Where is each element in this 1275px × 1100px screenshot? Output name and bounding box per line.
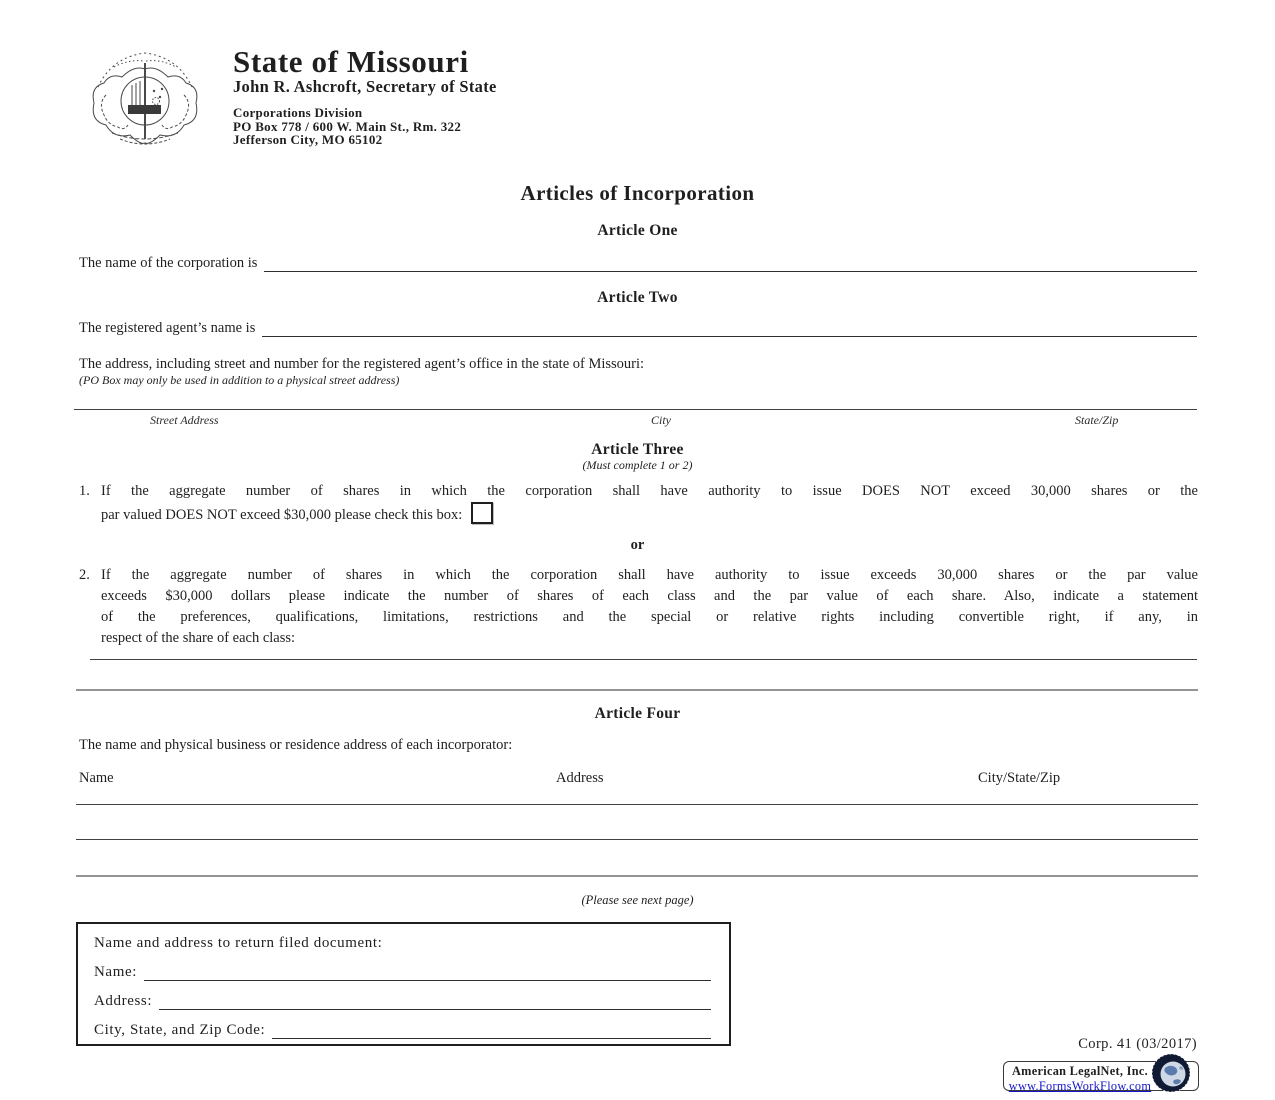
shares-description-input-line-2[interactable] <box>76 674 1198 691</box>
return-box-heading: Name and address to return filed document: <box>94 935 383 951</box>
item-2-number: 2. <box>79 567 90 583</box>
legalnet-company: American LegalNet, Inc. <box>1012 1064 1148 1078</box>
registered-agent-row <box>79 320 1197 337</box>
next-page-note: (Please see next page) <box>581 893 694 907</box>
incorporator-input-line-2[interactable] <box>76 824 1198 840</box>
street-address-column-label: Street Address <box>150 413 219 427</box>
division-name: Corporations Division <box>233 105 363 120</box>
corporation-name-row <box>79 255 1197 272</box>
legalnet-link[interactable]: www.FormsWorkFlow.com <box>1008 1079 1152 1093</box>
division-address-line1: PO Box 778 / 600 W. Main St., Rm. 322 <box>233 118 462 134</box>
return-address-label: Address: <box>94 993 153 1009</box>
item-2-line-4: respect of the share of each class: <box>101 630 296 646</box>
or-separator: or <box>630 537 645 553</box>
return-city-input-line[interactable] <box>272 1022 711 1039</box>
incorporator-input-line-1[interactable] <box>76 789 1198 805</box>
item-2-line-1: If the aggregate number of shares in which the corporation shall have authority to issue exceeds 30,000 shares or the par value <box>101 567 1198 583</box>
article-two-heading: Article Two <box>597 289 678 306</box>
document-title: Articles of Incorporation <box>520 181 755 205</box>
return-document-box <box>76 922 731 1046</box>
item-1-line-1: If the aggregate number of shares in which the corporation shall have authority to issue DOES NOT exceed 30,000 shares or the <box>101 483 1198 499</box>
division-address-block <box>233 106 461 147</box>
item-1-line-2-text: par valued DOES NOT exceed $30,000 please check this box: <box>101 507 463 523</box>
incorporator-input-line-3[interactable] <box>76 860 1198 877</box>
state-title: State of Missouri <box>233 44 469 79</box>
shares-option-1 <box>79 481 1198 526</box>
item-1-line-2 <box>101 502 1198 526</box>
registered-agent-input-line[interactable] <box>262 321 1197 337</box>
globe-icon <box>1150 1052 1192 1094</box>
incorporator-name-column: Name <box>79 770 114 786</box>
incorporator-address-column: Address <box>556 770 604 786</box>
article-four-heading: Article Four <box>594 705 681 722</box>
agent-address-prompt: The address, including street and number for the registered agent’s office in the state of Missouri: <box>79 356 645 372</box>
return-city-label: City, State, and Zip Code: <box>94 1022 266 1038</box>
city-column-label: City <box>651 413 671 427</box>
missouri-state-seal-icon <box>84 43 206 155</box>
agent-address-input-line[interactable] <box>74 394 1197 410</box>
item-2-line-3: of the preferences, qualifications, limitations, restrictions and the special or relative rights including convertible right, if any, in <box>101 609 1198 625</box>
return-name-label: Name: <box>94 964 137 980</box>
article-one-heading: Article One <box>597 222 678 239</box>
state-zip-column-label: State/Zip <box>1075 413 1119 427</box>
return-name-row <box>94 964 711 981</box>
division-address-line2: Jefferson City, MO 65102 <box>233 132 383 147</box>
item-2-line-2: exceeds $30,000 dollars please indicate the number of shares of each class and the par value of each share. Also, indicate a statement <box>101 588 1198 604</box>
incorporator-intro: The name and physical business or residence address of each incorporator: <box>79 737 513 753</box>
return-city-row <box>94 1022 711 1039</box>
article-three-heading: Article Three <box>591 441 684 458</box>
corporation-name-input-line[interactable] <box>264 256 1197 272</box>
return-address-input-line[interactable] <box>159 993 711 1010</box>
incorporator-citystatezip-column: City/State/Zip <box>978 770 1061 786</box>
shares-option-2 <box>79 565 1198 649</box>
shares-description-input-line-1[interactable] <box>90 644 1197 660</box>
corporation-name-label: The name of the corporation is <box>79 255 258 271</box>
po-box-note: (PO Box may only be used in addition to a physical street address) <box>79 373 400 387</box>
return-address-row <box>94 993 711 1010</box>
registered-agent-label: The registered agent’s name is <box>79 320 256 336</box>
item-1-number: 1. <box>79 483 90 499</box>
form-code: Corp. 41 (03/2017) <box>1078 1036 1197 1052</box>
must-complete-note: (Must complete 1 or 2) <box>582 458 693 472</box>
shares-limit-checkbox[interactable] <box>471 502 493 524</box>
secretary-of-state-line: John R. Ashcroft, Secretary of State <box>233 77 497 96</box>
return-name-input-line[interactable] <box>144 964 711 981</box>
